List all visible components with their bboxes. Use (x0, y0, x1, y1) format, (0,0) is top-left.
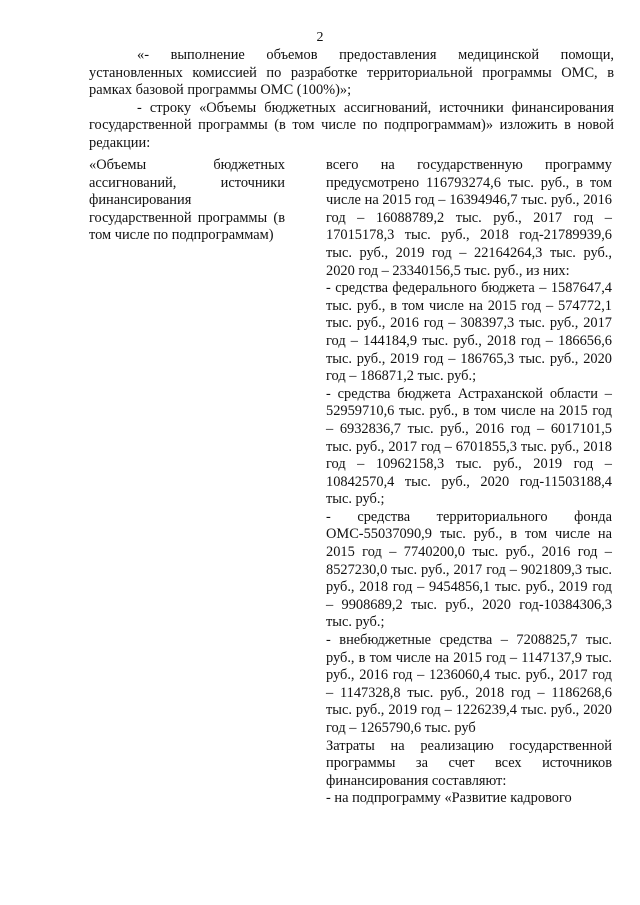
intro-paragraph-1: «- выполнение объемов предоставления медицинской помощи, установленных комиссией по разработке территориальной программы ОМС, в рамках базовой программы ОМС (100%)»; (89, 47, 614, 99)
regional-budget-paragraph: - средства бюджета Астраханской области – 52959710,6 тыс. руб., в том числе на 2015 год – 6932836,7 тыс. руб., 2016 год – 6017101,5 тыс. руб., 2017 год – 6701855,3 тыс. руб., 2018 год – 10962158,3 тыс. руб., 2019 год – 10842570,4 тыс. руб., 2020 год-11503188,4 тыс. руб.; (326, 385, 612, 508)
total-funding-paragraph: всего на государственную программу предусмотрено 116793274,6 тыс. руб., в том числе на 2015 год – 16394946,7 тыс. руб., 2016 год – 16088789,2 тыс. руб., 2017 год – 17015178,3 тыс. руб., 2018 год-21789939,6 тыс. руб., 2019 год – 22164264,3 тыс. руб., 2020 год – 23340156,5 тыс. руб., из них: (326, 157, 612, 279)
federal-budget-paragraph: - средства федерального бюджета – 1587647,4 тыс. руб., в том числе на 2015 год – 574772,1 тыс. руб., 2016 год – 308397,3 тыс. руб., 2017 год – 144184,9 тыс. руб., 2018 год – 186656,6 тыс. руб., 2019 год – 186765,3 тыс. руб., 2020 год – 186871,2 тыс. руб.; (326, 280, 612, 385)
oms-fund-paragraph: - средства территориального фонда ОМС-55037090,9 тыс. руб., в том числе на 2015 год – 7740200,0 тыс. руб., 2016 год – 8527230,0 тыс. руб., 2017 год – 9021809,3 тыс. руб., 2018 год – 9454856,1 тыс. руб., 2019 год – 9908689,2 тыс. руб., 2020 год-10384306,3 тыс. руб.; (326, 508, 612, 631)
page-number: 2 (316, 30, 324, 45)
extrabudget-paragraph: - внебюджетные средства – 7208825,7 тыс. руб., в том числе на 2015 год – 1147137,9 тыс. руб., 2016 год – 1236060,4 тыс. руб., 2017 год – 1147328,8 тыс. руб., 2018 год – 1186268,6 тыс. руб., 2019 год – 1226239,4 тыс. руб., 2020 год – 1265790,6 тыс. руб (326, 632, 612, 736)
intro-text (89, 47, 614, 153)
subprogram-paragraph: - на подпрограмму «Развитие кадрового (326, 790, 572, 807)
costs-paragraph: Затраты на реализацию государственной программы за счет всех источников финансирования составляют: (326, 737, 612, 789)
row-value-budget-allocations (326, 157, 612, 808)
row-label-budget-allocations: «Объемы бюджетных ассигнований, источники финансирования государственной программы (в том числе по подпрограммам) (89, 157, 285, 244)
intro-paragraph-2: - строку «Объемы бюджетных ассигнований, источники финансирования государственной программы (в том числе по подпрограммам)» изложить в новой редакции: (89, 99, 614, 151)
